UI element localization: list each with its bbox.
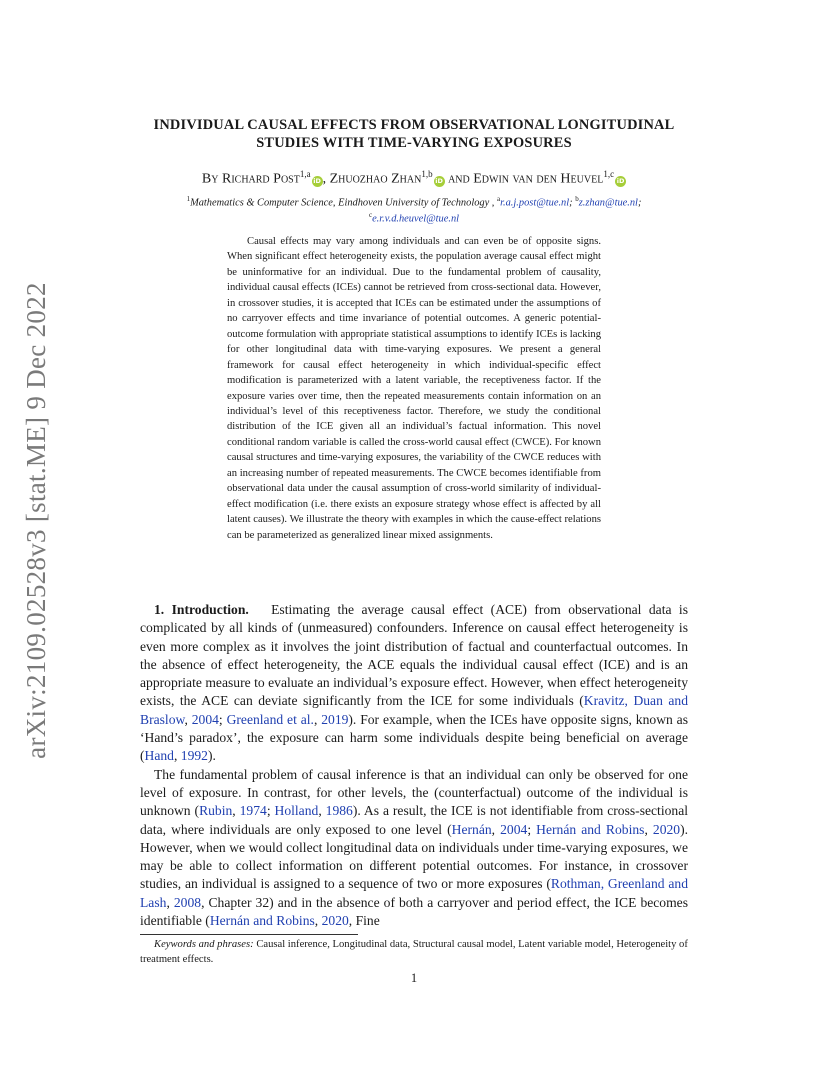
author-2-sup: 1,b (421, 169, 433, 179)
orcid-icon[interactable]: iD (313, 176, 321, 185)
author-1[interactable]: Richard Post (221, 171, 300, 187)
paragraph-text: ). For example, when the ICEs have opposite signs, known as ‘Hand’s paradox’, the exposure can harm some individuals despite being beneficial on average ( (140, 711, 689, 764)
citation-link[interactable]: Holland (274, 803, 319, 819)
citation-link[interactable]: 2004 (191, 711, 219, 727)
paragraph-text: , (491, 821, 501, 837)
email-c-sup: c (368, 211, 373, 220)
paragraph-text: , (166, 894, 174, 910)
by-label: By (201, 171, 219, 187)
author-3-sup: 1,c (603, 169, 615, 179)
paragraph-text: , (313, 711, 322, 727)
section-heading: 1. Introduction. (154, 602, 249, 617)
abstract: Causal effects may vary among individuals and can even be of opposite signs. When significant effect heterogeneity exists, the population average causal effect might be uninformative for an individual. Due to the fundamental problem of causality, individual causal effects (ICEs) cannot be retrieved from cross-sectional data. However, in crossover studies, it is accepted that ICEs can be estimated under the assumptions of no carryover effects and time invariance of potential outcomes. A generic potential-outcome formulation with appropriate statistical assumptions to identify ICEs is lacking for other longitudinal data with time-varying exposures. We present a general framework for causal effect heterogeneity in which individual-specific effect modification is parameterized with a latent variable, the receptiveness factor. If the exposure varies over time, then the repeated measurements contain information on an individual’s level of this receptiveness factor. Therefore, we study the conditional distribution of the ICE given all an individual’s factual information. This novel conditional random variable is called the cross-world causal effect (CWCE). For known causal structures and time-varying exposures, the variability of the CWCE reduces with an increasing number of repeated measurements. The CWCE becomes identifiable from observational data under the causal assumption of cross-world similarity of individual-effect modification (i.e. there exists an exposure strategy whose effect is affected by all latent causes). We illustrate the theory with examples in which the cause-effect relations can be parameterized as generalized linear mixed assignments. (227, 236, 601, 541)
arxiv-sidebar (8, 260, 64, 780)
email-a-sup: a (497, 195, 501, 203)
paragraph-text: ). As a result, the ICE is not identifiable from cross-sectional data, where individuals are only exposed to one level ( (140, 803, 689, 837)
citation-link[interactable]: Greenland et al. (226, 711, 314, 727)
citation-link[interactable]: Hernán (451, 821, 492, 837)
citation-link[interactable]: Hernán and Robins (209, 913, 315, 929)
intro-paragraph-2 (140, 766, 688, 931)
paragraph-text: , (232, 803, 240, 819)
author-2[interactable]: Zhuozhao Zhan (329, 171, 422, 187)
affiliation-line-1 (140, 193, 688, 209)
paragraph-text: , (184, 711, 192, 727)
title-line-2: STUDIES WITH TIME-VARYING EXPOSURES (256, 135, 572, 151)
paragraph-text: , Chapter 32) and in the absence of both a carryover and period effect, the ICE becomes identifiable ( (140, 894, 689, 929)
paragraph-text: ; (266, 803, 275, 819)
author-3[interactable]: Edwin van den Heuvel (473, 171, 604, 187)
email-a-link[interactable]: r.a.j.post@tue.nl (500, 197, 570, 209)
affiliation (140, 193, 688, 226)
paragraph-text: The fundamental problem of causal inference is that an individual can only be observed for one level of exposure. In contrast, for other levels, the (counterfactual) outcome of the individual is unknown ( (140, 766, 688, 819)
paragraph-text: , Fine (348, 913, 380, 929)
paragraph-text: , (314, 913, 322, 929)
arxiv-identifier: arXiv:2109.02528v3 [stat.ME] 9 Dec 2022 (20, 281, 51, 759)
title-line-1: INDIVIDUAL CAUSAL EFFECTS FROM OBSERVATIONAL LONGITUDINAL (153, 117, 675, 133)
and-label: and (448, 171, 470, 187)
paragraph-text: ). However, when we would collect longitudinal data on individuals under time-varying exposures, we may be able to collect information on different potential outcomes. For instance, in crossover studies, an individual is assigned to a sequence of two or more exposures ( (140, 821, 689, 892)
citation-link[interactable]: Rubin (199, 803, 233, 819)
affiliation-sup: 1 (186, 195, 191, 203)
email-separator: ; (637, 197, 642, 209)
author-sep: , (322, 171, 327, 187)
affiliation-line-2 (140, 209, 688, 225)
paragraph-text: , (644, 821, 653, 837)
footnote-divider (140, 934, 358, 935)
paragraph-text: ). (207, 748, 216, 764)
intro-paragraph-1 (140, 601, 688, 766)
citation-link[interactable]: Hand (144, 748, 174, 764)
citation-link[interactable]: Rothman, Greenland and Lash (140, 876, 688, 910)
keywords-label: Keywords and phrases: (154, 939, 254, 950)
citation-link[interactable]: 2020 (652, 821, 681, 837)
citation-link[interactable]: 1986 (325, 803, 353, 819)
citation-link[interactable]: Hernán and Robins (536, 821, 645, 837)
section-introduction (140, 601, 688, 930)
citation-link[interactable]: 2004 (500, 821, 528, 837)
footnote-keywords (140, 938, 688, 967)
email-b-sup: b (575, 195, 579, 203)
citation-link[interactable]: Kravitz, Duan and Braslow (140, 693, 689, 727)
orcid-icon[interactable]: iD (616, 176, 625, 185)
author-1-sup: 1,a (299, 169, 311, 179)
citation-link[interactable]: 1992 (180, 748, 208, 764)
email-c-link[interactable]: e.r.v.d.heuvel@tue.nl (372, 213, 460, 225)
citation-link[interactable]: 2020 (321, 913, 349, 929)
paragraph-text: , (173, 748, 181, 764)
paragraph-text: Estimating the average causal effect (ACE) from observational data is complicated by all kinds of (unmeasured) confounders. Inference on causal effect heterogeneity is even more complex as it involves the joint distribution of factual and counterfactual outcomes. In the absence of effect heterogeneity, the ACE equals the individual causal effect (ICE) and is an appropriate measure to evaluate an individual’s exposure effect. However, when effect heterogeneity exists, the ACE can deviate significantly from the ICE for some individuals ( (140, 602, 688, 709)
citation-link[interactable]: 1974 (239, 803, 267, 819)
orcid-icon[interactable]: iD (435, 176, 443, 185)
paper-title (140, 116, 688, 152)
citation-link[interactable]: 2019 (321, 711, 349, 727)
email-separator: ; (569, 197, 573, 209)
keywords-text: Causal inference, Longitudinal data, Structural causal model, Latent variable model, Heterogeneity of treatment effects. (140, 939, 688, 965)
paragraph-text: ; (527, 821, 537, 837)
author-list (140, 164, 688, 190)
paragraph-text: ; (218, 711, 227, 727)
citation-link[interactable]: 2008 (173, 894, 202, 910)
page-number: 1 (410, 971, 418, 985)
email-b-link[interactable]: z.zhan@tue.nl (578, 197, 638, 209)
paragraph-text: , (318, 803, 326, 819)
affiliation-text: Mathematics & Computer Science, Eindhoven University of Technology , (190, 197, 495, 209)
